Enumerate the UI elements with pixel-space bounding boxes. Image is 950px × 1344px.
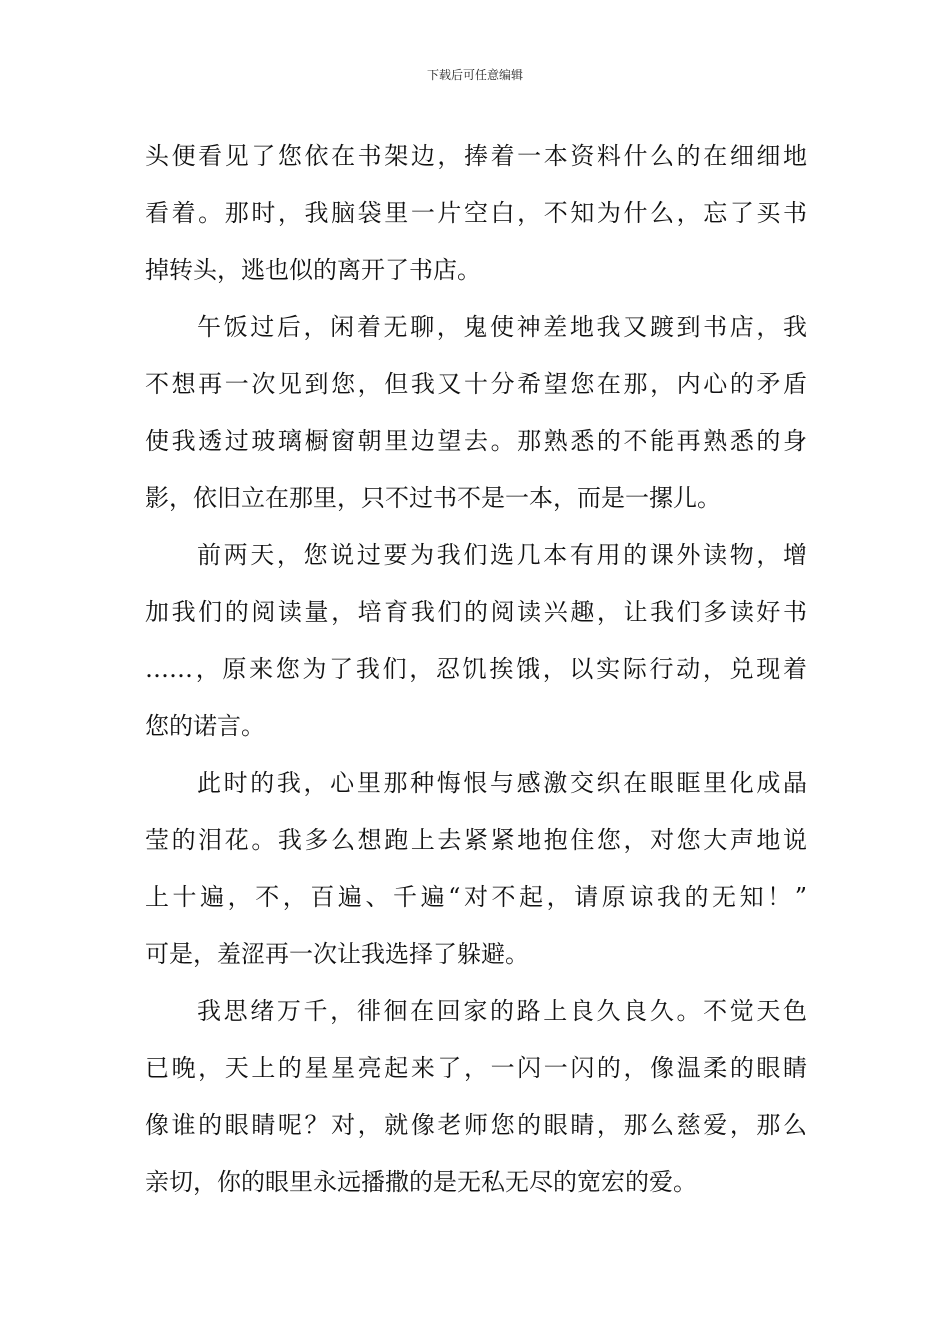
text-line: 看着。那时，我脑袋里一片空白，不知为什么，忘了买书 bbox=[145, 199, 807, 227]
text-line: 您的诺言。 bbox=[145, 712, 265, 740]
text-line: 午饭过后，闲着无聊，鬼使神差地我又踱到书店，我 bbox=[197, 313, 807, 341]
text-line: 已晚，天上的星星亮起来了，一闪一闪的，像温柔的眼睛 bbox=[145, 1054, 807, 1082]
text-line: 影，依旧立在那里，只不过书不是一本，而是一摞儿。 bbox=[145, 484, 721, 512]
text-line: 加我们的阅读量，培育我们的阅读兴趣，让我们多读好书 bbox=[145, 598, 807, 626]
text-line: 可是，羞涩再一次让我选择了躲避。 bbox=[145, 940, 529, 968]
text-line: 前两天，您说过要为我们选几本有用的课外读物，增 bbox=[197, 541, 807, 569]
text-line: 头便看见了您依在书架边，捧着一本资料什么的在细细地 bbox=[145, 142, 807, 170]
text-line: 不想再一次见到您，但我又十分希望您在那，内心的矛盾 bbox=[145, 370, 807, 398]
text-line: 使我透过玻璃橱窗朝里边望去。那熟悉的不能再熟悉的身 bbox=[145, 427, 807, 455]
text-line: 上十遍，不，百遍、千遍“对不起，请原谅我的无知！” bbox=[145, 883, 807, 911]
text-line: 我思绪万千，徘徊在回家的路上良久良久。不觉天色 bbox=[197, 997, 807, 1025]
page-header: 下载后可任意编辑 bbox=[426, 68, 523, 82]
text-line: 亲切，你的眼里永远播撒的是无私无尽的宽宏的爱。 bbox=[145, 1168, 697, 1196]
body-text bbox=[145, 128, 807, 1211]
text-line: 掉转头，逃也似的离开了书店。 bbox=[145, 256, 481, 284]
text-line: 此时的我，心里那种悔恨与感激交织在眼眶里化成晶 bbox=[197, 769, 807, 797]
text-line: ……，原来您为了我们，忍饥挨饿，以实际行动，兑现着 bbox=[145, 655, 807, 683]
text-line: 莹的泪花。我多么想跑上去紧紧地抱住您，对您大声地说 bbox=[145, 826, 807, 854]
text-line: 像谁的眼睛呢？对，就像老师您的眼睛，那么慈爱，那么 bbox=[145, 1111, 807, 1139]
